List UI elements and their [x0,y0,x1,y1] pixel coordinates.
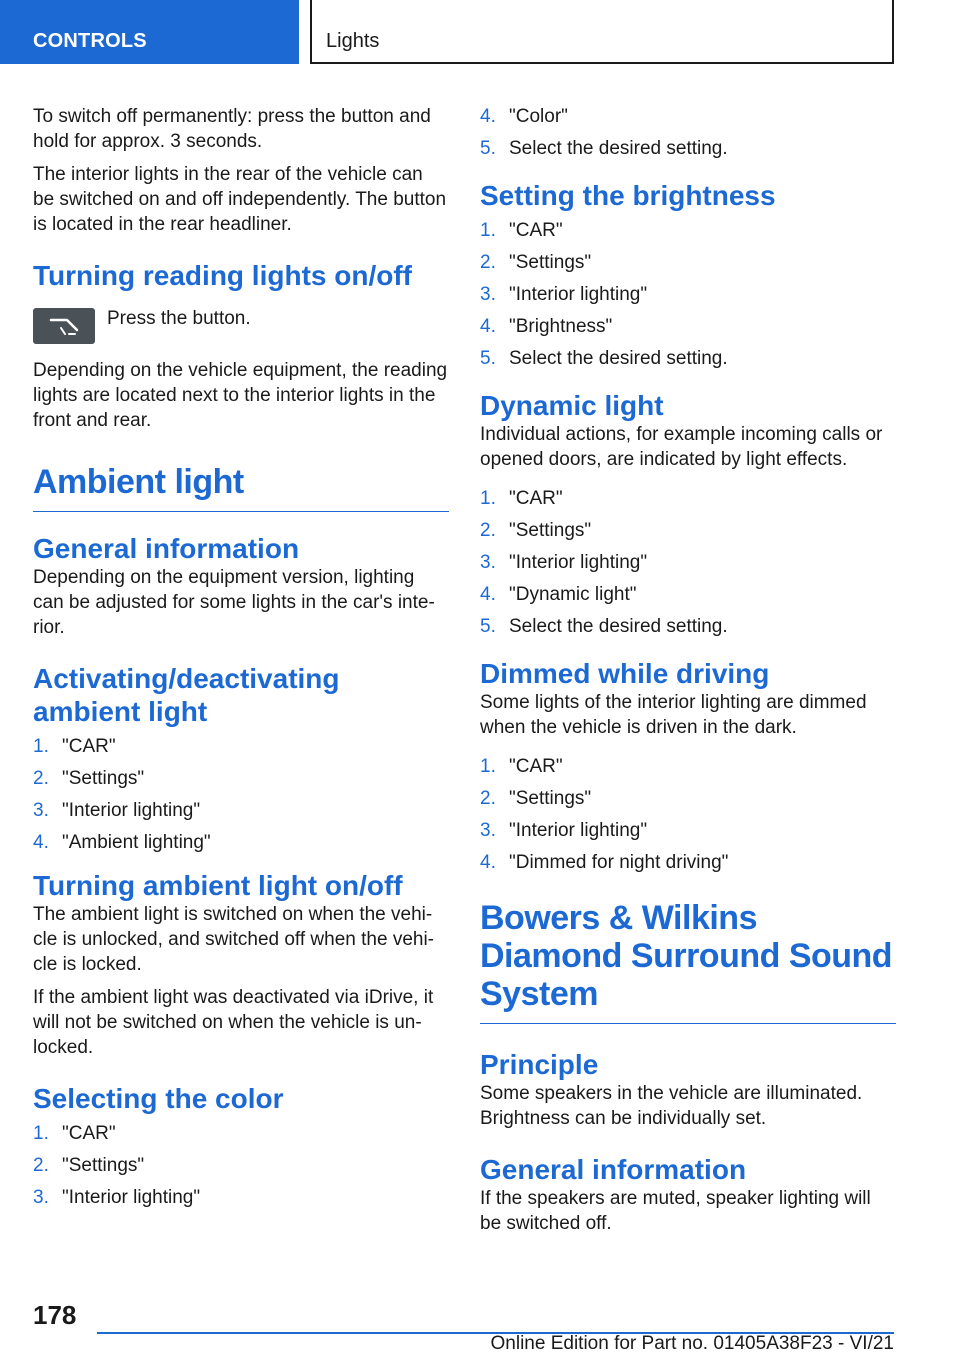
section-title: CONTROLS [33,30,147,52]
list-activating [33,734,449,855]
heading-activating-ambient: Activating/deactivating ambient light [33,663,340,727]
heading-brightness: Setting the brightness [480,180,776,211]
list-item: 3. "Interior lighting" [480,820,648,841]
list-item: 1. "CAR" [480,220,563,241]
press-button-text: Press the button. [107,308,251,329]
list-item: 1. "CAR" [33,736,116,757]
reading-light-icon [33,308,95,344]
paragraph-rear-lights: The interior lights in the rear of the vehicle can be switched on and off independently. The button is located in the rear headliner. [33,164,447,235]
list-item: 4. "Brightness" [480,316,613,337]
heading-selecting-color: Selecting the color [33,1083,284,1114]
list-item: 4. "Color" [480,106,568,127]
left-column [33,104,449,1220]
heading-ambient-light: Ambient light [33,463,449,512]
list-item: 2. "Settings" [480,520,592,541]
list-item: 2. "Settings" [33,768,145,789]
heading-general-information-2: General information [480,1154,747,1185]
chapter-title: Lights [326,30,380,52]
press-button-row [33,306,449,346]
list-item: 3. "Interior lighting" [33,1187,201,1208]
paragraph-speakers-muted: If the speakers are muted, speaker lighting will be switched off. [480,1188,871,1234]
list-item: 2. "Settings" [480,788,592,809]
chapter-tab [310,0,894,64]
paragraph-ambient-idrive: If the ambient light was deactivated via iDrive, it will not be switched on when the vehicle is unlocked. [33,987,434,1058]
heading-dynamic-light: Dynamic light [480,390,664,421]
section-tab [0,0,299,64]
page-number: 178 [33,1300,77,1330]
paragraph-principle-speakers: Some speakers in the vehicle are illuminated. [480,1083,863,1104]
list-item: 5. Select the desired setting. [480,348,728,369]
list-dynamic [480,486,896,639]
paragraph-reading-location: Depending on the vehicle equipment, the reading lights are located next to the interior lights in the front and rear. [33,360,448,431]
paragraph-switch-off: To switch off permanently: press the button and hold for approx. 3 seconds. [33,106,431,152]
right-column [480,104,896,1244]
list-item: 3. "Interior lighting" [480,552,648,573]
list-item: 4. "Dimmed for night driving" [480,852,729,873]
paragraph-principle-brightness: Brightness can be individually set. [480,1108,767,1129]
list-item: 1. "CAR" [480,756,563,777]
list-item: 3. "Interior lighting" [33,800,201,821]
list-item: 4. "Dynamic light" [480,584,637,605]
list-item: 3. "Interior lighting" [480,284,648,305]
list-item: 1. "CAR" [480,488,563,509]
list-color-continued [480,104,896,161]
list-item: 2. "Settings" [33,1155,145,1176]
list-item: 4. "Ambient lighting" [33,832,211,853]
list-item: 1. "CAR" [33,1123,116,1144]
list-dimmed [480,754,896,875]
list-color [33,1121,449,1210]
paragraph-ambient-switch: The ambient light is switched on when the vehicle is unlocked, and switched off when the vehicle is locked. [33,904,434,975]
list-item: 5. Select the desired setting. [480,138,728,159]
footer-edition: Online Edition for Part no. 01405A38F23 - VI/21 [490,1333,894,1354]
heading-reading-lights: Turning reading lights on/off [33,260,412,291]
list-item: 2. "Settings" [480,252,592,273]
heading-bowers-wilkins: Bowers & Wilkins Diamond Surround Sound System [480,899,896,1024]
paragraph-dimmed-driving: Some lights of the interior lighting are dimmed when the vehicle is driven in the dark. [480,692,867,738]
paragraph-dynamic-light: Individual actions, for example incoming calls or opened doors, are indicated by light effects. [480,424,883,470]
heading-dimmed-driving: Dimmed while driving [480,658,770,689]
paragraph-lighting-adjust: Depending on the equipment version, lighting can be adjusted for some lights in the car's interior. [33,567,435,638]
list-item: 5. Select the desired setting. [480,616,728,637]
heading-general-information: General information [33,533,300,564]
heading-turning-ambient: Turning ambient light on/off [33,870,403,901]
list-brightness [480,218,896,371]
heading-principle: Principle [480,1049,599,1080]
